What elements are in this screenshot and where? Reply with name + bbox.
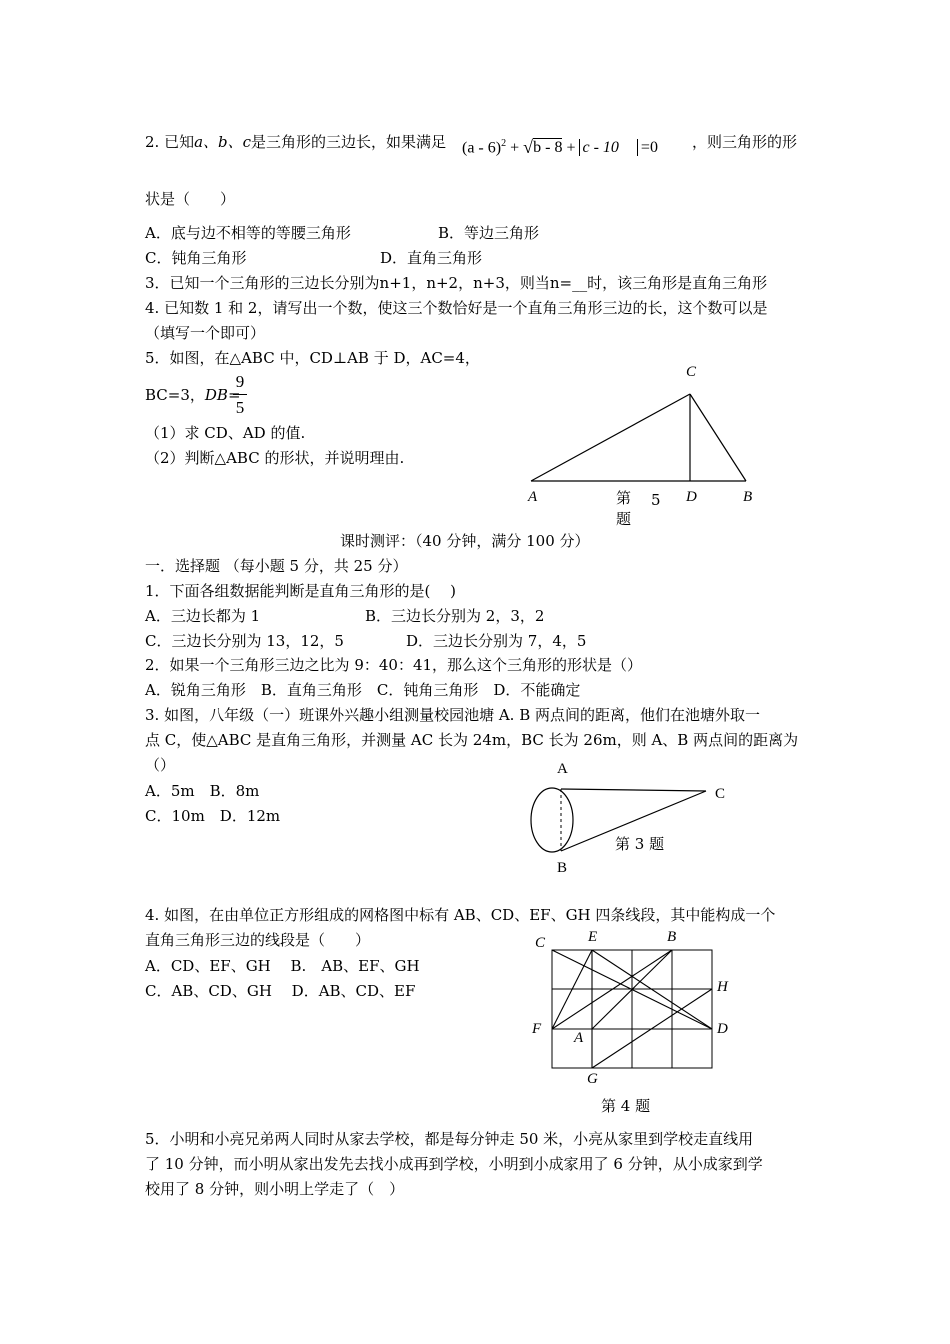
fig4-label-h: H	[717, 979, 728, 995]
e3-options-ab: A．5m B．8m	[145, 782, 260, 800]
fig3-caption: 第 3 题	[615, 835, 665, 853]
q4-line1: 4. 已知数 1 和 2，请写出一个数，使这三个数恰好是一个直角三角形三边的长，这个数可以是	[145, 299, 768, 317]
e4-line1: 4. 如图，在由单位正方形组成的网格图中标有 AB、CD、EF、GH 四条线段，其中能构成一个	[145, 906, 776, 924]
sqrt-icon: √	[523, 137, 534, 158]
q2-prefix: 2. 已知	[145, 133, 195, 151]
e3-line2: 点 C，使△ABC 是直角三角形，并测量 AC 长为 24m，BC 长为 26m，则 A、B 两点间的距离为	[145, 731, 799, 749]
e3-line3: （）	[145, 756, 176, 774]
q2-option-b: B．等边三角形	[438, 224, 540, 242]
e2-options: A．锐角三角形 B．直角三角形 C．钝角三角形 D．不能确定	[145, 681, 581, 699]
fig3-label-c: C	[715, 786, 726, 802]
fig3-label-a: A	[557, 761, 568, 777]
e1-option-d: D．三边长分别为 7，4，5	[406, 632, 587, 650]
section-1-heading: 一．选择题 （每小题 5 分，共 25 分）	[145, 557, 408, 575]
eval-title: 课时测评：（40 分钟，满分 100 分）	[340, 532, 590, 550]
fig4-caption: 第 4 题	[601, 1097, 651, 1115]
q4-line2: （填写一个即可）	[145, 324, 266, 342]
fig5-label-c: C	[686, 364, 697, 380]
fig3-label-b: B	[557, 860, 568, 876]
q2-mid: 是三角形的三边长，如果满足	[251, 133, 447, 151]
q5-fraction-numerator: 9	[235, 372, 245, 391]
q2-expr-a: (a - 6)	[462, 139, 502, 157]
fig4-label-b: B	[667, 929, 677, 945]
fig5-caption-2: 题	[616, 510, 632, 528]
q5-sub2: （2）判断△ABC 的形状，并说明理由.	[145, 449, 405, 467]
q2-expr-c: c - 10	[582, 139, 619, 157]
q2-expr-b: b - 8	[533, 139, 563, 157]
q2-option-a: A．底与边不相等的等腰三角形	[145, 224, 351, 242]
e4-options-ab: A．CD、EF、GH B. AB、EF、GH	[145, 957, 420, 975]
q2-abc: a、b、c	[194, 133, 252, 151]
fig4-label-g: G	[587, 1071, 598, 1087]
q5-fraction-denominator: 5	[235, 398, 245, 417]
fig5-caption-num: 5	[651, 491, 661, 509]
q2-line2: 状是（ ）	[145, 190, 236, 208]
fig4-label-d: D	[717, 1021, 728, 1037]
q2-option-d: D．直角三角形	[380, 249, 483, 267]
q5-line1: 5．如图，在△ABC 中，CD⊥AB 于 D，AC=4，	[145, 349, 480, 367]
q5-db-label: DB=	[204, 386, 241, 404]
q5-sub1: （1）求 CD、AD 的值.	[145, 424, 306, 442]
fig4-label-f: F	[532, 1021, 542, 1037]
e5-line3: 校用了 8 分钟，则小明上学走了（ ）	[145, 1180, 405, 1198]
fig5-label-b: B	[743, 489, 753, 505]
q3-stem: 3．已知一个三角形的三边长分别为n+1，n+2，n+3，则当n=__时，该三角形是直角三角形	[145, 274, 768, 292]
e4-options-cd: C．AB、CD、GH D．AB、CD、EF	[145, 982, 416, 1000]
q2-option-c: C．钝角三角形	[145, 249, 247, 267]
fig5-label-a: A	[528, 489, 538, 505]
fig4-label-c: C	[535, 935, 546, 951]
e5-line2: 了 10 分钟，而小明从家出发先去找小成再到学校，小明到小成家用了 6 分钟，从小成家到学	[145, 1155, 763, 1173]
e3-line1: 3. 如图，八年级（一）班课外兴趣小组测量校园池塘 A. B 两点间的距离，他们在池塘外取一	[145, 706, 761, 724]
fig4-label-e: E	[588, 929, 598, 945]
q2-expr-plus2: +	[566, 139, 576, 157]
fig4-label-a: A	[574, 1030, 584, 1046]
fig5-label-d: D	[686, 489, 697, 505]
q2-expr-sq: 2	[501, 138, 507, 149]
e5-line1: 5．小明和小亮兄弟两人同时从家去学校，都是每分钟走 50 米，小亮从家里到学校走直线用	[145, 1130, 754, 1148]
q2-expr-plus1: +	[510, 139, 520, 157]
e3-options-cd: C．10m D．12m	[145, 807, 281, 825]
e1-stem: 1．下面各组数据能判断是直角三角形的是( )	[145, 582, 457, 600]
q2-suffix: ，则三角形的形	[692, 133, 798, 151]
q2-expr-eq: =0	[637, 139, 658, 156]
e2-stem: 2．如果一个三角形三边之比为 9：40：41，那么这个三角形的形状是（）	[145, 656, 643, 674]
fig5-caption-1: 第	[616, 489, 632, 507]
e1-option-b: B．三边长分别为 2，3，2	[365, 607, 545, 625]
q5-bc: BC=3，	[145, 386, 205, 404]
e1-option-a: A．三边长都为 1	[145, 607, 261, 625]
e1-option-c: C．三边长分别为 13，12，5	[145, 632, 344, 650]
e4-line2: 直角三角形三边的线段是（ ）	[145, 931, 371, 949]
fig4-grid-lines	[552, 950, 712, 1068]
